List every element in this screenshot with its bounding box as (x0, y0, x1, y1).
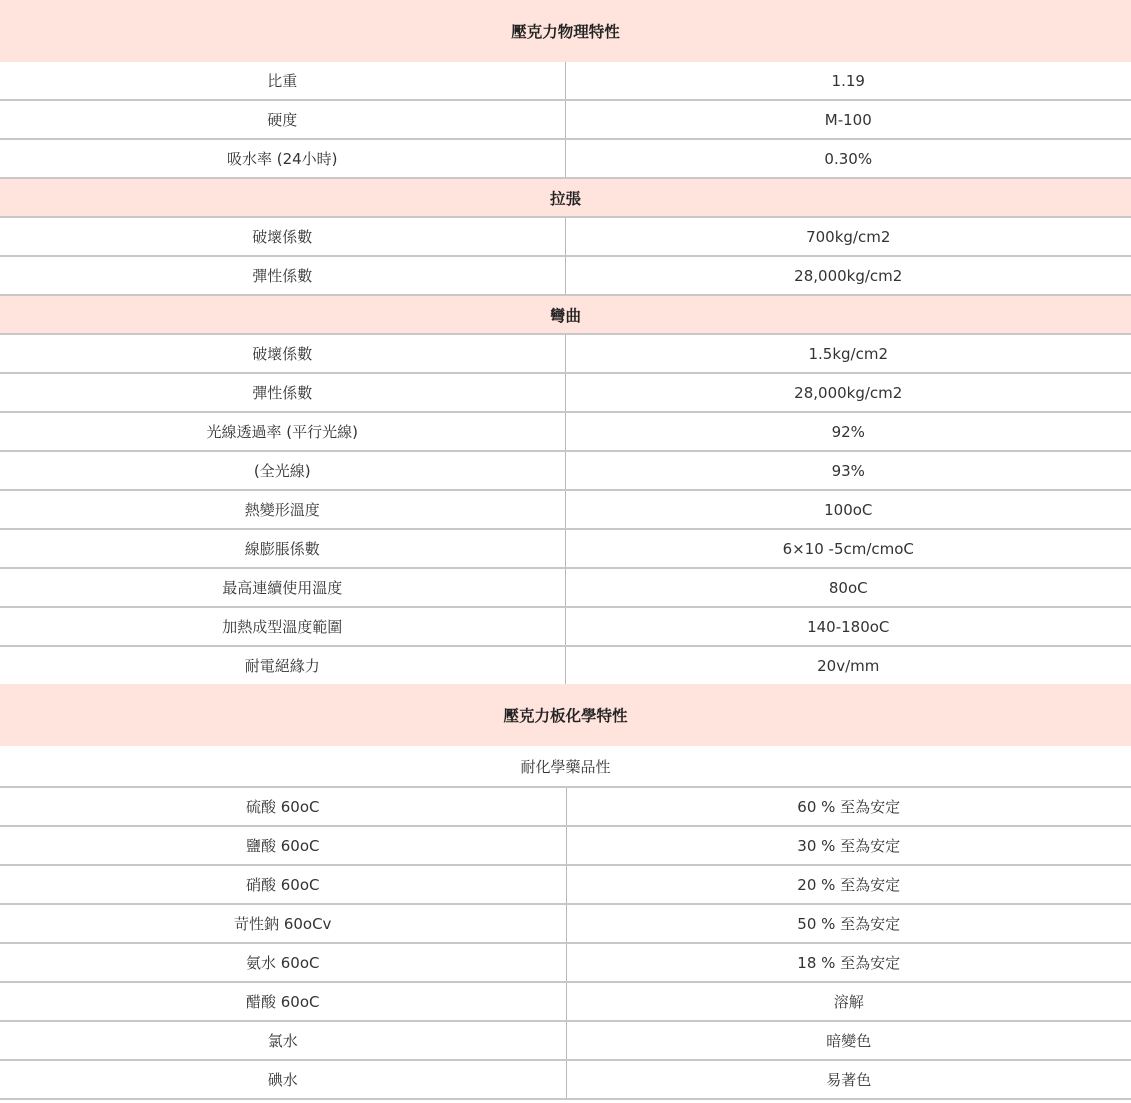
property-label: 彈性係數 (0, 373, 565, 412)
tension-title: 拉張 (0, 178, 1131, 217)
property-label: (全光線) (0, 451, 565, 490)
table-row (0, 1021, 1131, 1060)
property-value: 700kg/cm2 (565, 217, 1131, 256)
chemical-properties-title: 壓克力板化學特性 (0, 684, 1131, 746)
table-row (0, 982, 1131, 1021)
property-value: 20v/mm (565, 646, 1131, 684)
property-label: 彈性係數 (0, 256, 565, 295)
property-value: 0.30% (565, 139, 1131, 178)
table-row (0, 787, 1131, 826)
table-row (0, 865, 1131, 904)
chemical-properties-table (0, 684, 1131, 1100)
physical-properties-title: 壓克力物理特性 (0, 0, 1131, 62)
chemical-label: 碘水 (0, 1060, 566, 1099)
chemical-label: 硝酸 60oC (0, 865, 566, 904)
table-row (0, 451, 1131, 490)
property-label: 破壞係數 (0, 334, 565, 373)
property-label: 線膨脹係數 (0, 529, 565, 568)
property-value: 80oC (565, 568, 1131, 607)
table-row (0, 100, 1131, 139)
bending-header (0, 295, 1131, 334)
property-label: 加熱成型溫度範圍 (0, 607, 565, 646)
table-row (0, 568, 1131, 607)
chemical-result: 18 % 至為安定 (566, 943, 1131, 982)
table-row (0, 529, 1131, 568)
table-row (0, 373, 1131, 412)
table-row (0, 904, 1131, 943)
bending-title: 彎曲 (0, 295, 1131, 334)
property-label: 熱變形溫度 (0, 490, 565, 529)
table-row (0, 943, 1131, 982)
table-row (0, 217, 1131, 256)
chemical-label: 氯水 (0, 1021, 566, 1060)
property-label: 最高連續使用溫度 (0, 568, 565, 607)
property-value: 1.5kg/cm2 (565, 334, 1131, 373)
table-row (0, 334, 1131, 373)
table-row (0, 62, 1131, 100)
property-label: 硬度 (0, 100, 565, 139)
property-label: 比重 (0, 62, 565, 100)
property-value: 140-180oC (565, 607, 1131, 646)
physical-properties-header (0, 0, 1131, 62)
tension-header (0, 178, 1131, 217)
property-value: 28,000kg/cm2 (565, 256, 1131, 295)
property-label: 破壞係數 (0, 217, 565, 256)
chemical-result: 暗變色 (566, 1021, 1131, 1060)
property-value: 92% (565, 412, 1131, 451)
property-value: 28,000kg/cm2 (565, 373, 1131, 412)
chemical-label: 鹽酸 60oC (0, 826, 566, 865)
property-value: 93% (565, 451, 1131, 490)
property-label: 吸水率 (24小時) (0, 139, 565, 178)
table-row (0, 139, 1131, 178)
chemical-result: 易著色 (566, 1060, 1131, 1099)
table-row (0, 412, 1131, 451)
chemical-label: 氨水 60oC (0, 943, 566, 982)
property-label: 光線透過率 (平行光線) (0, 412, 565, 451)
chemical-label: 硫酸 60oC (0, 787, 566, 826)
chemical-result: 60 % 至為安定 (566, 787, 1131, 826)
chemical-label: 苛性鈉 60oCv (0, 904, 566, 943)
chemical-properties-header (0, 684, 1131, 746)
table-row (0, 490, 1131, 529)
table-row (0, 256, 1131, 295)
property-value: 100oC (565, 490, 1131, 529)
table-row (0, 826, 1131, 865)
chemical-result: 溶解 (566, 982, 1131, 1021)
chemical-result: 20 % 至為安定 (566, 865, 1131, 904)
table-row (0, 607, 1131, 646)
chemical-resistance-subheader (0, 746, 1131, 787)
table-row (0, 1060, 1131, 1099)
property-value: M-100 (565, 100, 1131, 139)
chemical-result: 50 % 至為安定 (566, 904, 1131, 943)
chemical-label: 醋酸 60oC (0, 982, 566, 1021)
table-row (0, 646, 1131, 684)
property-value: 6×10 -5cm/cmoC (565, 529, 1131, 568)
property-label: 耐電絕緣力 (0, 646, 565, 684)
chemical-resistance-title: 耐化學藥品性 (0, 746, 1131, 787)
property-value: 1.19 (831, 71, 865, 90)
chemical-result: 30 % 至為安定 (566, 826, 1131, 865)
